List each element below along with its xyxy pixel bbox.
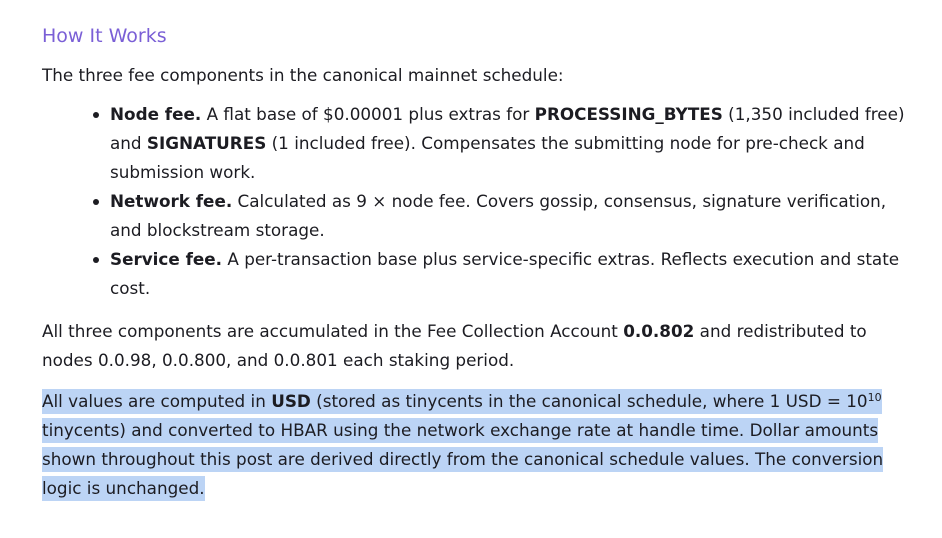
service-fee-text: A per-transaction base plus service-specific extras. Reflects execution and state cost. — [110, 249, 900, 298]
usd-note-text-2: (stored as tinycents in the canonical schedule, where 1 USD = 10 — [310, 391, 868, 411]
signatures-term: SIGNATURES — [146, 133, 267, 153]
accumulation-text-1: All three components are accumulated in the Fee Collection Account — [42, 321, 624, 341]
network-fee-term: Network fee. — [110, 191, 233, 211]
service-fee-term: Service fee. — [110, 249, 223, 269]
fee-account-id: 0.0.802 — [623, 321, 695, 341]
accumulation-text — [42, 317, 922, 375]
usd-note[interactable] — [42, 387, 922, 503]
usd-term: USD — [271, 391, 311, 411]
node-fee-text-1: A flat base of $0.00001 plus extras for — [201, 104, 535, 124]
accumulation-text-2: and redistributed to nodes 0.0.98, 0.0.800, and 0.0.801 each staking period. — [42, 321, 867, 370]
article-content — [42, 22, 922, 503]
selected-text-highlight[interactable] — [42, 389, 883, 501]
processing-bytes-term: PROCESSING_BYTES — [534, 104, 723, 124]
list-item-network-fee — [110, 187, 922, 245]
list-item-service-fee — [110, 245, 922, 303]
usd-note-text-3: tinycents) and converted to HBAR using the network exchange rate at handle time. Dollar amounts shown throughout this post are derived directly from the canonical schedule values. The conversion logic is unchanged. — [42, 420, 884, 498]
usd-note-text-1: All values are computed in — [42, 391, 272, 411]
fee-list — [42, 100, 922, 303]
node-fee-text-3: (1 included free). Compensates the submitting node for pre-check and submission work. — [110, 133, 865, 182]
node-fee-text-2: (1,350 included free) and — [110, 104, 905, 153]
section-heading: How It Works — [42, 25, 167, 47]
intro-text: The three fee components in the canonical mainnet schedule: — [42, 65, 564, 85]
list-item-node-fee — [110, 100, 922, 187]
network-fee-text: Calculated as 9 × node fee. Covers gossip, consensus, signature verification, and blockstream storage. — [110, 191, 887, 240]
exponent: 10 — [867, 391, 882, 404]
node-fee-term: Node fee. — [110, 104, 202, 124]
